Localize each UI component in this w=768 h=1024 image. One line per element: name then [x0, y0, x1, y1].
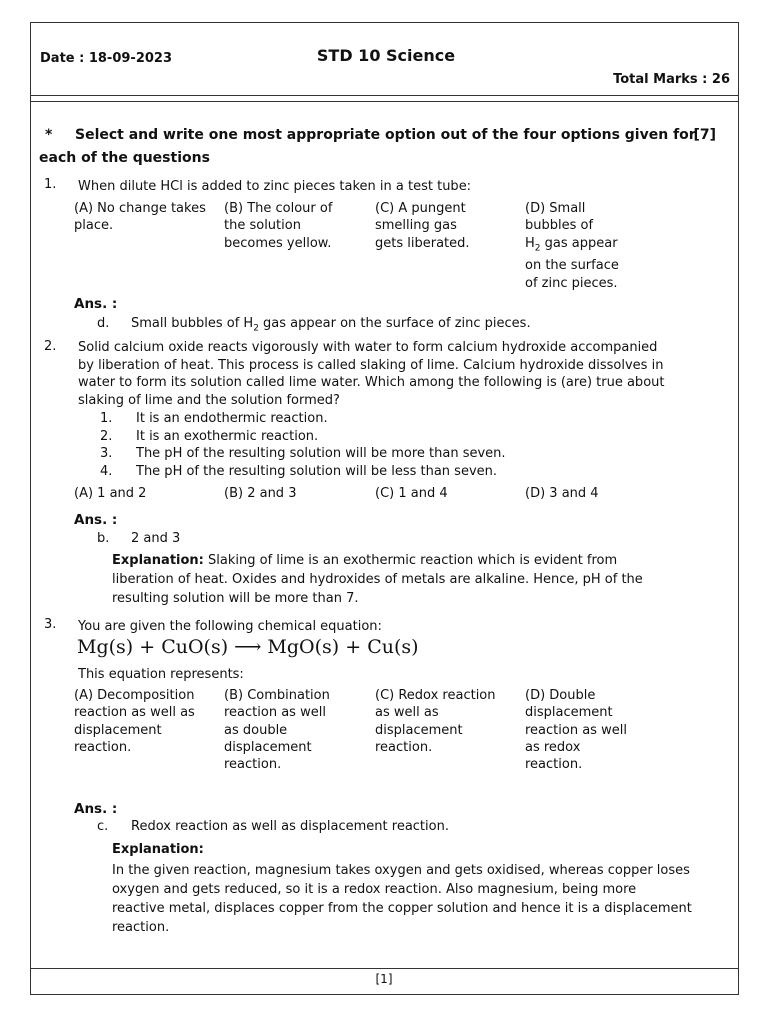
section-marks: [7] [693, 127, 716, 143]
header-divider-bottom [30, 101, 739, 102]
q2-option-b: (B) 2 and 3 [224, 486, 297, 501]
date-label: Date : 18-09-2023 [40, 51, 172, 66]
q3-explanation-text: In the given reaction, magnesium takes oxygen and gets oxidised, whereas copper loses oxygen and gets reduced, so it is a redox reaction. Also magnesium, being more reactive metal, displaces copper from the copper solution and hence it is a displacement reaction. [112, 863, 692, 935]
q2-option-a: (A) 1 and 2 [74, 486, 147, 501]
star-icon: * [45, 127, 53, 143]
question-number-2: 2. [44, 339, 57, 354]
q2-option-c: (C) 1 and 4 [375, 486, 448, 501]
question-3-represents: This equation represents: [78, 667, 244, 682]
q1-option-b: (B) The colour of the solution becomes yellow. [224, 201, 333, 251]
q2-statement: 4. The pH of the resulting solution will be less than seven. [100, 464, 498, 479]
q2-answer-letter: b. [97, 531, 110, 546]
q1-answer-text: Small bubbles of $H_2$ gas appear on the surface of zinc pieces. [131, 316, 531, 334]
q3-option-b: (B) Combination reaction as well as double displacement reaction. [224, 688, 330, 773]
q2-statement: 2. It is an exothermic reaction. [100, 429, 319, 444]
q1-answer-label: Ans. : [74, 296, 118, 312]
q2-statement: 1. It is an endothermic reaction. [100, 411, 328, 426]
question-number-1: 1. [44, 177, 57, 192]
page-title: STD 10 Science [316, 46, 456, 65]
q3-option-c: (C) Redox reaction as well as displacement reaction. [375, 688, 496, 755]
q2-option-d: (D) 3 and 4 [525, 486, 599, 501]
instruction-text: Select and write one most appropriate option out of the four options given for each of the questions [39, 127, 696, 166]
q1-option-c: (C) A pungent smelling gas gets liberated. [375, 201, 470, 251]
instruction [39, 124, 719, 170]
question-text-1: When dilute HCl is added to zinc pieces taken in a test tube: [78, 179, 472, 194]
q2-answer-text: 2 and 3 [131, 531, 181, 546]
q2-explanation: Explanation: Slaking of lime is an exothermic reaction which is evident from liberation of heat. Oxides and hydroxides of metals are alkaline. Hence, pH of the resulting solution will be more than 7. [112, 553, 643, 606]
question-text-2: Solid calcium oxide reacts vigorously with water to form calcium hydroxide accompanied by liberation of heat. This process is called slaking of lime. Calcium hydroxide dissolves in water to form its solution called lime water. Which among the following is (are) true about slaking of lime and the solution formed? [78, 340, 665, 408]
question-number-3: 3. [44, 617, 57, 632]
chemical-equation: Mg(s) + CuO(s) ⟶ MgO(s) + Cu(s) [77, 636, 419, 658]
q3-answer-text: Redox reaction as well as displacement reaction. [131, 819, 449, 834]
question-text-3: You are given the following chemical equation: [78, 619, 382, 634]
q2-statement: 3. The pH of the resulting solution will be more than seven. [100, 446, 506, 461]
q3-option-d: (D) Double displacement reaction as well as redox reaction. [525, 688, 627, 773]
q3-option-a: (A) Decomposition reaction as well as displacement reaction. [74, 688, 195, 755]
q2-answer-label: Ans. : [74, 512, 118, 528]
q3-answer-letter: c. [97, 819, 109, 834]
page-number: [1] [375, 972, 393, 986]
q3-explanation-label: Explanation: [112, 842, 204, 857]
total-marks-label: Total Marks : 26 [613, 72, 730, 87]
q1-option-d: (D) Small bubbles of $H_2$ gas appear on the surface of zinc pieces. [525, 201, 619, 291]
header-divider-top [30, 95, 739, 96]
footer-divider [30, 968, 739, 969]
q1-answer-letter: d. [97, 316, 110, 331]
q3-answer-label: Ans. : [74, 801, 118, 817]
q1-option-a: (A) No change takes place. [74, 201, 206, 234]
